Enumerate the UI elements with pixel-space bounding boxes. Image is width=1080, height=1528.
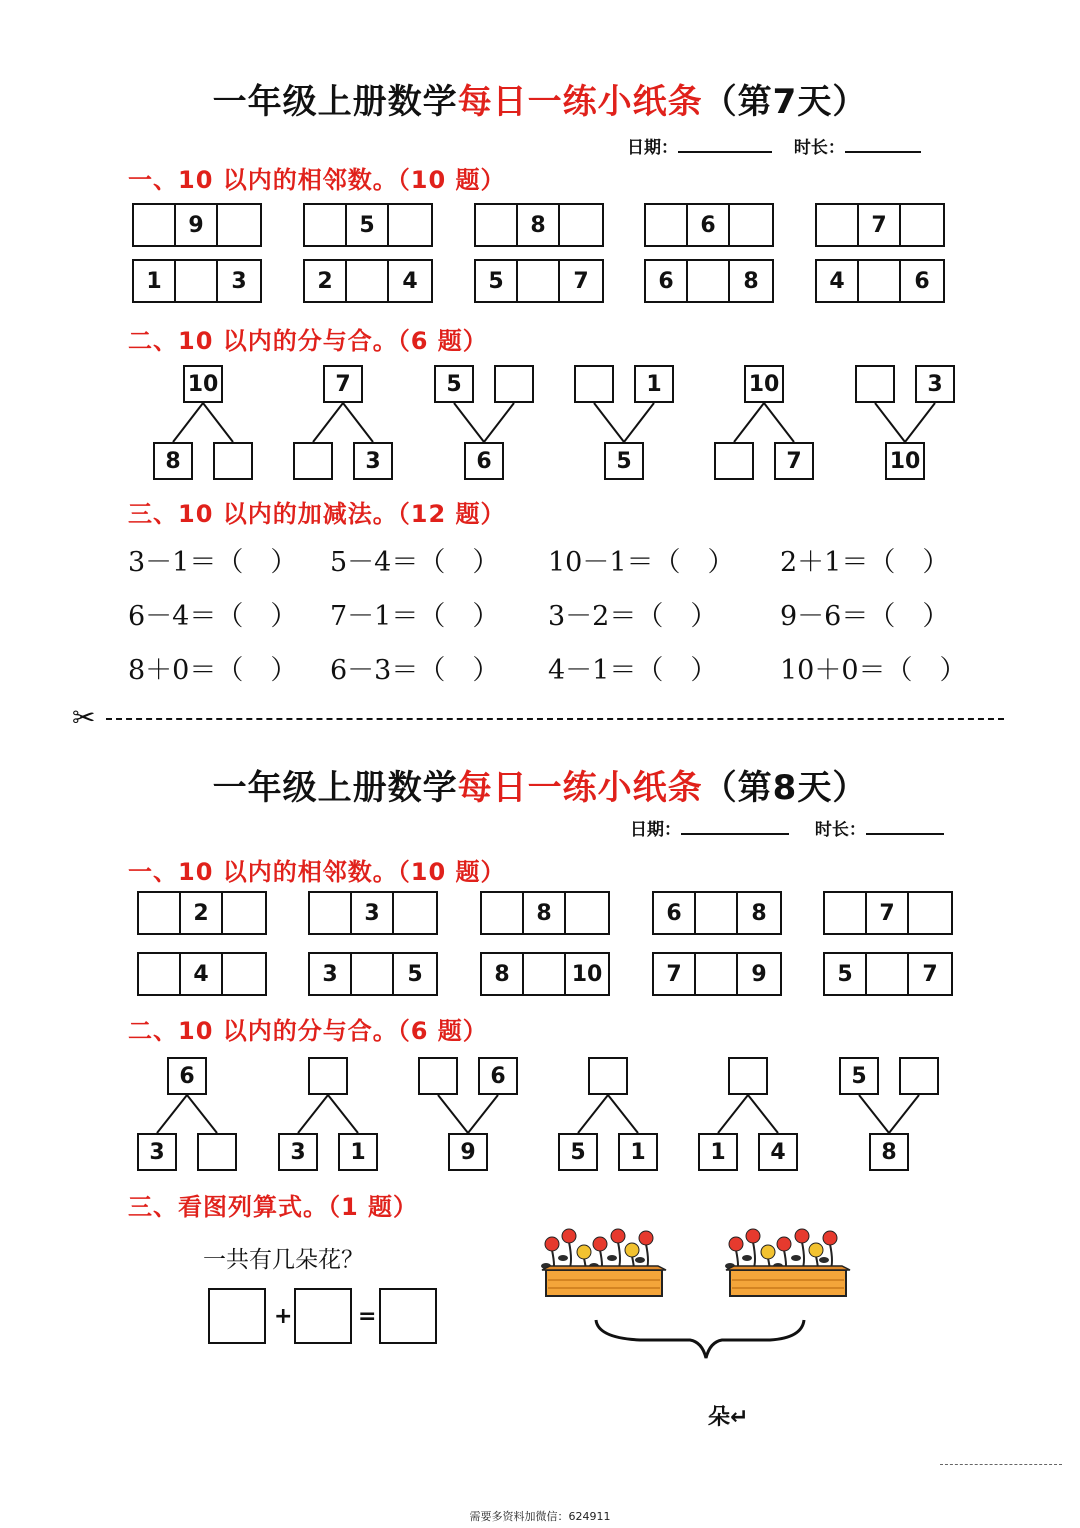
neighbor-triple [823, 891, 953, 935]
given-number: 6 [914, 268, 930, 294]
title-black: 一年级上册数学 [212, 82, 458, 122]
neighbor-triple [480, 952, 610, 996]
number-box: 7 [323, 365, 363, 403]
equation[interactable]: 2＋1＝（ ） [780, 547, 950, 578]
connector-line [328, 1095, 358, 1133]
number-box: 8 [869, 1133, 909, 1171]
number-box: 3 [915, 365, 955, 403]
given-number: 5 [825, 954, 867, 994]
number-box: 5 [839, 1057, 879, 1095]
duration-blank[interactable] [866, 819, 944, 835]
answer-cell[interactable] [394, 893, 436, 933]
neighbor-triple [308, 952, 438, 996]
section-heading-compose-day8: 二、10 以内的分与合。（6 题） [128, 1017, 488, 1045]
connector-line [624, 403, 654, 442]
given-number: 8 [751, 900, 767, 926]
given-number: 10 [571, 961, 603, 987]
connector-line [578, 1095, 608, 1133]
number-box: 3 [353, 442, 393, 480]
number-box: 1 [698, 1133, 738, 1171]
answer-box[interactable] [293, 442, 333, 480]
number-box: 1 [618, 1133, 658, 1171]
neighbor-triple [652, 891, 782, 935]
number-box: 10 [744, 365, 784, 403]
date-label: 日期： [627, 138, 678, 158]
page-title-day8 [0, 760, 1080, 809]
connector-line [187, 1095, 217, 1133]
equation[interactable]: 6－3＝（ ） [330, 655, 500, 686]
answer-box[interactable] [714, 442, 754, 480]
equation[interactable]: 3－2＝（ ） [548, 601, 718, 632]
answer-cell[interactable] [482, 893, 524, 933]
answer-box-sum[interactable] [379, 1288, 437, 1344]
connector-line [718, 1095, 748, 1133]
given-number: 4 [817, 261, 859, 301]
connector-line [157, 1095, 187, 1133]
answer-cell[interactable] [696, 893, 738, 933]
number-box: 1 [338, 1133, 378, 1171]
number-box: 6 [478, 1057, 518, 1095]
connector-line [203, 403, 233, 442]
date-duration-line-day8 [630, 815, 944, 840]
number-box: 10 [183, 365, 223, 403]
neighbor-triple [480, 891, 610, 935]
plus-sign: + [274, 1304, 293, 1329]
given-number: 9 [751, 961, 767, 987]
equation[interactable]: 10－1＝（ ） [548, 547, 735, 578]
given-number: 3 [231, 268, 247, 294]
title-red: 每日一练小纸条 [457, 768, 703, 808]
neighbor-triple [137, 952, 267, 996]
answer-box-addend-1[interactable] [208, 1288, 266, 1344]
title-red: 每日一练小纸条 [457, 82, 703, 122]
given-number: 7 [867, 893, 909, 933]
section-heading-arith-day7: 三、10 以内的加减法。（12 题） [128, 500, 506, 528]
scissors-icon: ✂ [72, 701, 96, 734]
answer-box[interactable] [197, 1133, 237, 1171]
equation[interactable]: 4－1＝（ ） [548, 655, 718, 686]
unit-label: 朵↵ [708, 1405, 749, 1430]
answer-cell[interactable] [696, 954, 738, 994]
connector-line [875, 403, 905, 442]
equation[interactable]: 9－6＝（ ） [780, 601, 950, 632]
connector-line [859, 1095, 889, 1133]
connector-line [734, 403, 764, 442]
duration-label: 时长： [793, 138, 845, 158]
connector-line [454, 403, 484, 442]
connector-line [608, 1095, 638, 1133]
given-number: 4 [402, 268, 418, 294]
answer-cell[interactable] [867, 954, 909, 994]
given-number: 7 [654, 954, 696, 994]
neighbor-triple [652, 952, 782, 996]
connector-line [905, 403, 935, 442]
connector-line [343, 403, 373, 442]
number-box: 5 [558, 1133, 598, 1171]
given-number: 6 [688, 205, 730, 245]
section-heading-compose-day7: 二、10 以内的分与合。（6 题） [128, 327, 488, 355]
answer-box[interactable] [308, 1057, 348, 1095]
neighbor-triple [137, 891, 267, 935]
number-box: 1 [634, 365, 674, 403]
number-box: 6 [464, 442, 504, 480]
equals-sign: = [358, 1304, 377, 1329]
answer-cell[interactable] [825, 893, 867, 933]
answer-cell[interactable] [139, 893, 181, 933]
given-number: 8 [482, 954, 524, 994]
answer-box-addend-2[interactable] [294, 1288, 352, 1344]
given-number: 7 [859, 205, 901, 245]
connector-line [173, 403, 203, 442]
answer-box[interactable] [588, 1057, 628, 1095]
title-tail: （第7天） [702, 82, 868, 122]
equation[interactable]: 8＋0＝（ ） [128, 655, 298, 686]
connector-line [468, 1095, 498, 1133]
equation[interactable]: 6－4＝（ ） [128, 601, 298, 632]
answer-box[interactable] [728, 1057, 768, 1095]
connector-line [594, 403, 624, 442]
given-number: 3 [352, 893, 394, 933]
given-number: 8 [518, 205, 560, 245]
given-number: 9 [176, 205, 218, 245]
number-box: 9 [448, 1133, 488, 1171]
connector-line [889, 1095, 919, 1133]
given-number: 8 [524, 893, 566, 933]
section-heading-neighbors-day8: 一、10 以内的相邻数。（10 题） [128, 858, 506, 886]
given-number: 7 [573, 268, 589, 294]
given-number: 2 [181, 893, 223, 933]
connector-line [764, 403, 794, 442]
section-heading-neighbors-day7: 一、10 以内的相邻数。（10 题） [128, 166, 506, 194]
title-black: 一年级上册数学 [212, 768, 458, 808]
equation[interactable]: 7－1＝（ ） [330, 601, 500, 632]
connector-line [313, 403, 343, 442]
answer-box[interactable] [213, 442, 253, 480]
given-number: 6 [646, 261, 688, 301]
cut-dashed-line [106, 718, 1004, 720]
neighbor-triple [308, 891, 438, 935]
given-number: 5 [407, 961, 423, 987]
given-number: 3 [310, 954, 352, 994]
equation[interactable]: 10＋0＝（ ） [780, 655, 967, 686]
answer-cell[interactable] [566, 893, 608, 933]
section-heading-picture-day8: 三、看图列算式。（1 题） [128, 1193, 419, 1221]
corner-dashed-mark [940, 1464, 1062, 1465]
number-box: 5 [434, 365, 474, 403]
number-box: 3 [137, 1133, 177, 1171]
number-box: 10 [885, 442, 925, 480]
answer-cell[interactable] [352, 954, 394, 994]
answer-cell[interactable] [310, 893, 352, 933]
answer-cell[interactable] [139, 954, 181, 994]
title-tail: （第8天） [702, 768, 868, 808]
duration-label: 时长： [814, 820, 866, 840]
connector-line [298, 1095, 328, 1133]
date-label: 日期： [630, 820, 681, 840]
connector-line [484, 403, 514, 442]
answer-box[interactable] [899, 1057, 939, 1095]
answer-box[interactable] [855, 365, 895, 403]
answer-cell[interactable] [223, 954, 265, 994]
answer-cell[interactable] [223, 893, 265, 933]
answer-box[interactable] [418, 1057, 458, 1095]
given-number: 7 [922, 961, 938, 987]
equation[interactable]: 3－1＝（ ） [128, 547, 298, 578]
neighbor-triple [823, 952, 953, 996]
answer-cell[interactable] [909, 893, 951, 933]
given-number: 2 [305, 261, 347, 301]
number-box: 6 [167, 1057, 207, 1095]
footer-note: 需要多资料加微信：624911 [469, 1510, 611, 1523]
equation[interactable]: 5－4＝（ ） [330, 547, 500, 578]
given-number: 1 [134, 261, 176, 301]
answer-cell[interactable] [524, 954, 566, 994]
number-box: 5 [604, 442, 644, 480]
number-box: 3 [278, 1133, 318, 1171]
date-blank[interactable] [681, 819, 789, 835]
given-number: 6 [654, 893, 696, 933]
number-box: 8 [153, 442, 193, 480]
answer-box[interactable] [494, 365, 534, 403]
flower-pots-illustration [530, 1210, 860, 1370]
connector-line [438, 1095, 468, 1133]
given-number: 5 [476, 261, 518, 301]
number-box: 4 [758, 1133, 798, 1171]
answer-box[interactable] [574, 365, 614, 403]
given-number: 4 [181, 954, 223, 994]
connector-line [748, 1095, 778, 1133]
given-number: 8 [743, 268, 759, 294]
number-box: 7 [774, 442, 814, 480]
picture-question: 一共有几朵花？ [203, 1247, 364, 1273]
given-number: 5 [347, 205, 389, 245]
